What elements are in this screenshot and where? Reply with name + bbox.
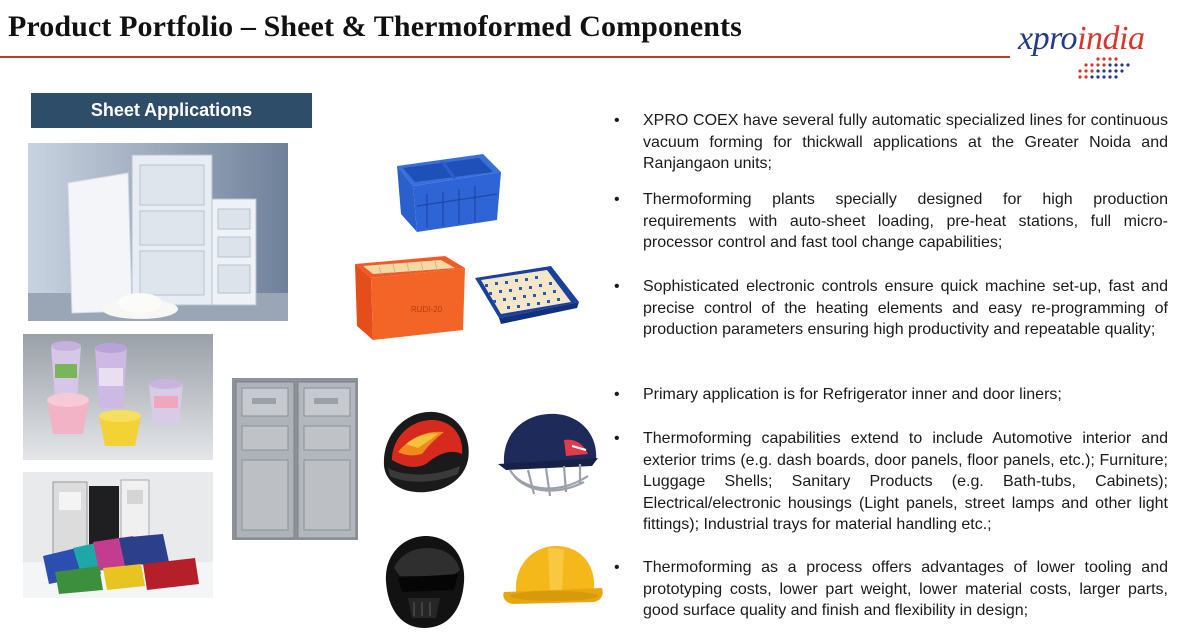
bullet-item <box>612 557 1168 622</box>
bullet-item <box>612 428 1168 536</box>
logo-dot-grid-icon <box>1068 56 1140 80</box>
bullet-item <box>612 384 1168 406</box>
refrigerator-liner-photo <box>28 143 288 321</box>
xproindia-logo <box>1014 18 1194 84</box>
bullet-marker: • <box>614 430 620 447</box>
bullet-item <box>612 189 1168 254</box>
bullet-item <box>612 276 1168 341</box>
door-liner-panels-photo <box>232 378 358 540</box>
bullet-marker: • <box>614 278 620 295</box>
bullet-text: XPRO COEX have several fully automatic specialized lines for continuous vacuum forming for thickwall applications at the Greater Noida and Ranjangaon units; <box>643 112 1168 172</box>
plastic-cups-photo <box>23 334 213 460</box>
bullet-marker: • <box>614 112 620 129</box>
logo-wordmark-xpro: xpro <box>1018 20 1078 57</box>
bullet-marker: • <box>614 191 620 208</box>
hard-hat-photo <box>498 540 608 610</box>
bullet-item <box>612 110 1168 175</box>
black-motorcycle-helmet-photo <box>378 532 470 632</box>
flame-helmet-photo <box>378 404 474 500</box>
bullet-text: Sophisticated electronic controls ensure quick machine set-up, fast and precise control of the heating elements and easy re-programming of production parameters ensuring high productivity and repeatable quality; <box>643 278 1168 338</box>
title-divider <box>0 56 1010 58</box>
crate-label-text: RUDI-20 <box>411 305 443 314</box>
bullet-text: Thermoforming as a process offers advantages of lower tooling and prototyping costs, lower part weight, lower material costs, larger parts, good surface quality and finish and flexibility in design; <box>643 559 1168 619</box>
cricket-helmet-photo <box>494 406 606 506</box>
bullet-text: Thermoforming plants specially designed for high production requirements with auto-sheet loading, pre-heat stations, full micro-processor control and fast tool change capabilities; <box>643 191 1168 251</box>
bullet-marker: • <box>614 386 620 403</box>
logo-wordmark-india: india <box>1077 20 1145 57</box>
bullet-text: Thermoforming capabilities extend to include Automotive interior and exterior trims (e.g. dash boards, door panels, floor panels, etc.); Furniture; Luggage Shells; Sanitary Products (e.g. Bath-tubs, Cabinets); Electrical/electronic housings (Light panels, street lamps and other light fittings); Industrial trays for material handling etc.; <box>643 430 1168 533</box>
bullet-marker: • <box>614 559 620 576</box>
blue-crate-photo <box>387 144 507 236</box>
section-label-sheet-applications: Sheet Applications <box>31 93 312 128</box>
binders-folders-photo <box>23 472 213 598</box>
logo-wordmark <box>1018 20 1144 58</box>
red-crate-and-tray-photo <box>349 248 581 342</box>
bullet-text: Primary application is for Refrigerator inner and door liners; <box>643 386 1062 403</box>
page-title: Product Portfolio – Sheet & Thermoformed Components <box>8 10 742 43</box>
